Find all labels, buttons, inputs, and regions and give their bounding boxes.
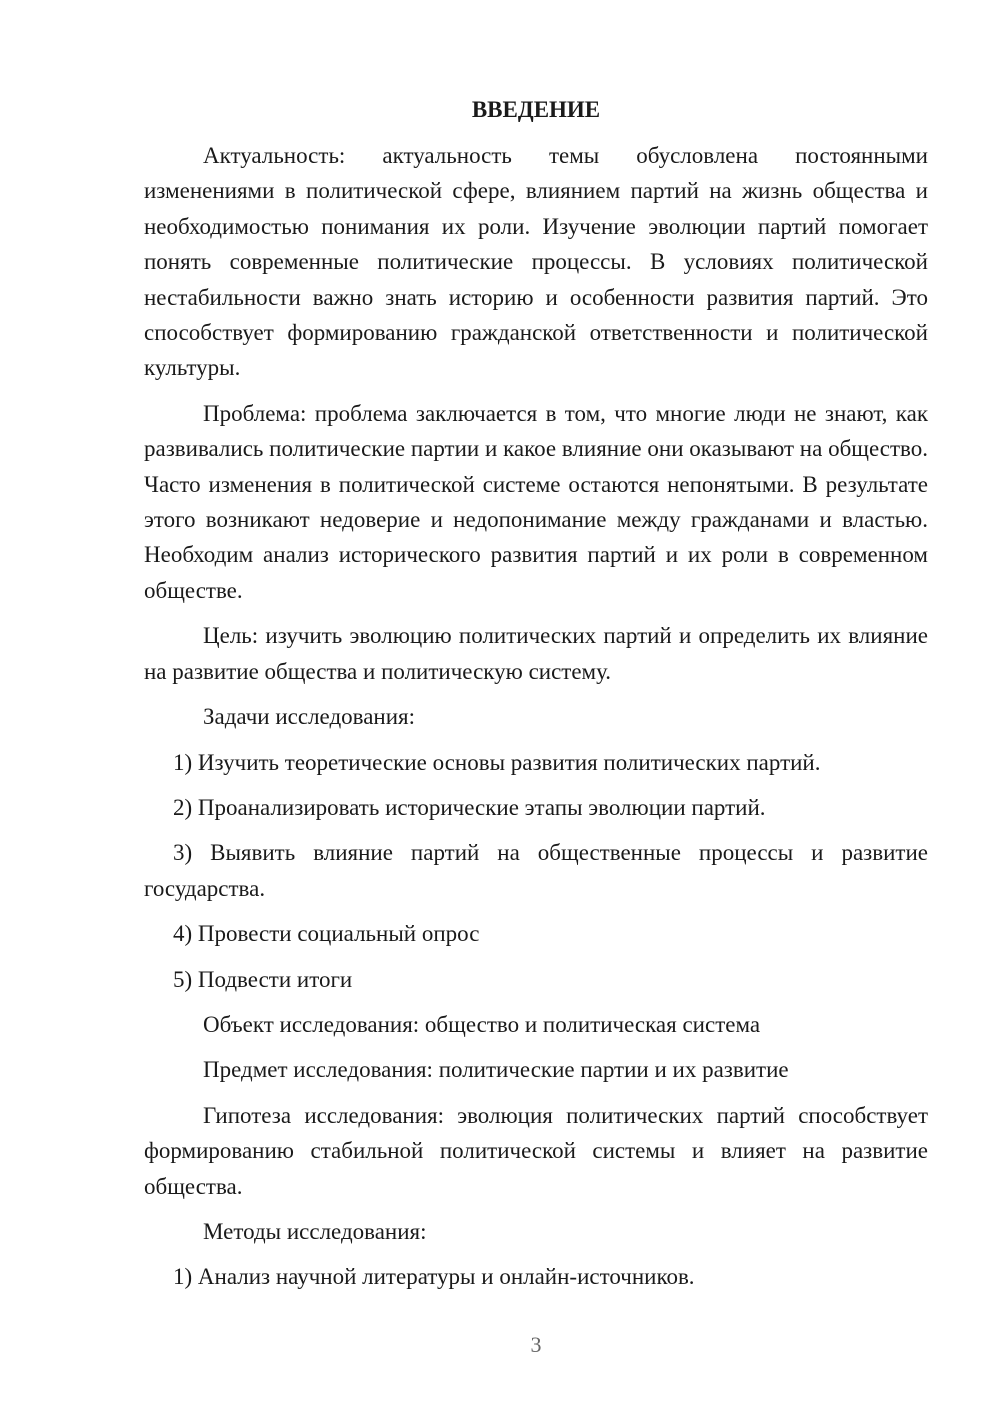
page-number: 3 bbox=[530, 1332, 542, 1357]
section-heading: ВВЕДЕНИЕ bbox=[471, 97, 601, 122]
task-item: 1) Изучить теоретические основы развития политических партий. bbox=[173, 749, 821, 775]
problem-paragraph: Проблема: проблема заключается в том, что многие люди не знают, как развивались политические партии и какое влияние они оказывают на общество. Часто изменения в политической системе остаются непонятыми. В результате этого возникают недоверие и недопонимание между гражданами и властью. Необходим анализ исторического развития партий и их роли в современном обществе. bbox=[144, 400, 928, 603]
relevance-paragraph: Актуальность: актуальность темы обусловлена постоянными изменениями в политической сфере, влиянием партий на жизнь общества и необходимостью понимания их роли. Изучение эволюции партий помогает понять современные политические процессы. В условиях политической нестабильности важно знать историю и особенности развития партий. Это способствует формированию гражданской ответственности и политической культуры. bbox=[144, 143, 928, 381]
goal-paragraph: Цель: изучить эволюцию политических партий и определить их влияние на развитие общества и политическую систему. bbox=[144, 623, 928, 684]
tasks-title: Задачи исследования: bbox=[203, 704, 416, 730]
task-item: 2) Проанализировать исторические этапы эволюции партий. bbox=[173, 794, 766, 820]
task-item: 3) Выявить влияние партий на общественные процессы и развитие государства. bbox=[144, 840, 928, 901]
task-item: 4) Провести социальный опрос bbox=[173, 921, 480, 947]
subject-paragraph: Предмет исследования: политические партии и их развитие bbox=[203, 1057, 789, 1083]
object-paragraph: Объект исследования: общество и политическая система bbox=[203, 1011, 761, 1037]
document-page bbox=[144, 92, 928, 1305]
hypothesis-paragraph: Гипотеза исследования: эволюция политических партий способствует формированию стабильной политической системы и влияет на развитие общества. bbox=[144, 1102, 928, 1199]
methods-title: Методы исследования: bbox=[203, 1218, 427, 1244]
method-item: 1) Анализ научной литературы и онлайн-источников. bbox=[173, 1264, 695, 1290]
task-item: 5) Подвести итоги bbox=[173, 966, 353, 992]
